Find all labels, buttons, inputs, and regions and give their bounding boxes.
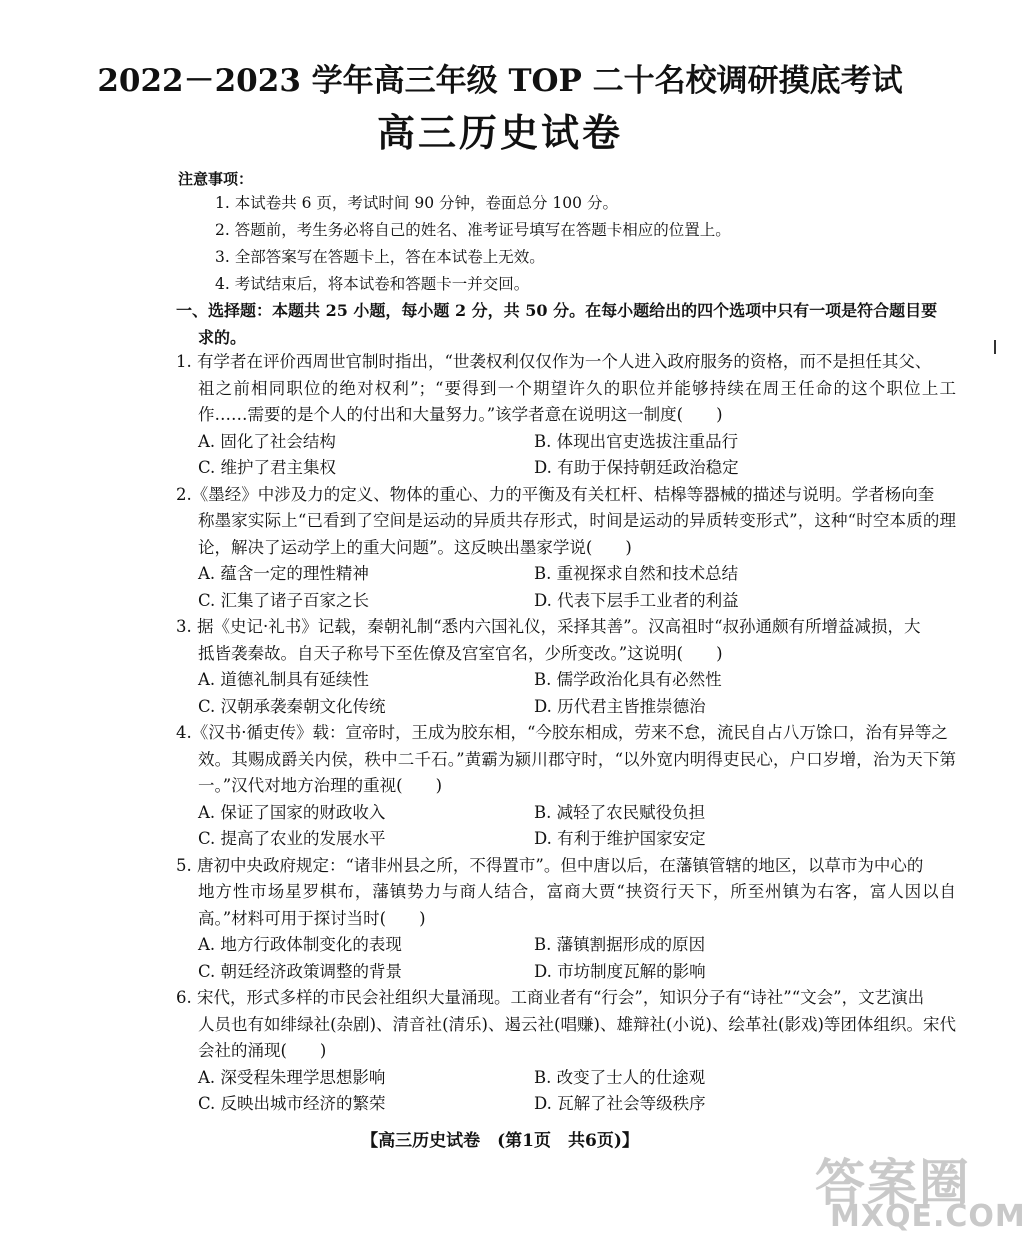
exam-subject-title: 高三历史试卷 xyxy=(376,110,623,155)
option-c: C. 反映出城市经济的繁荣 xyxy=(198,1094,386,1113)
question-stem-continuation: 地方性市场星罗棋布，藩镇势力与商人结合，富商大贾“挟资行天下，所至州镇为右客，富人因以自高。”材料可用于探讨当时( ) xyxy=(198,882,956,928)
question-stem xyxy=(176,614,956,667)
option-b: B. 重视探求自然和技术总结 xyxy=(534,564,739,583)
exam-title: 2022－2023 学年高三年级 TOP 二十名校调研摸底考试 xyxy=(97,63,903,99)
question xyxy=(176,853,956,986)
option-d: D. 有利于维护国家安定 xyxy=(534,829,706,848)
question-stem xyxy=(176,720,956,800)
option-a: A. 蕴含一定的理性精神 xyxy=(198,564,369,583)
option-d: D. 有助于保持朝廷政治稳定 xyxy=(534,458,739,477)
question-stem-first-line: 5. 唐初中央政府规定：“诸非州县之所，不得置市”。但中唐以后，在藩镇管辖的地区，以草市为中心的 xyxy=(176,855,924,875)
notes-block xyxy=(178,168,978,298)
option-b: B. 体现出官吏选拔注重品行 xyxy=(534,431,739,451)
option-c: C. 汇集了诸子百家之长 xyxy=(198,590,370,610)
notes-heading: 注意事项： xyxy=(178,170,254,188)
question-stem-first-line: 1. 有学者在评价西周世官制时指出，“世袭权利仅仅作为一个人进入政府服务的资格，而不是担任其父、 xyxy=(176,352,932,371)
question-options xyxy=(176,561,956,614)
question xyxy=(176,985,956,1118)
question-stem-first-line: 2.《墨经》中涉及力的定义、物体的重心、力的平衡及有关杠杆、桔槔等器械的描述与说明。学者杨向奎 xyxy=(176,484,935,504)
option-a: A. 固化了社会结构 xyxy=(198,431,336,451)
watermark-logo-text: 答案圈 xyxy=(815,1154,971,1212)
option-d: D. 市坊制度瓦解的影响 xyxy=(534,961,706,981)
question xyxy=(176,614,956,720)
question-options xyxy=(176,667,956,720)
option-a: A. 道德礼制具有延续性 xyxy=(198,670,369,689)
option-c: C. 朝廷经济政策调整的背景 xyxy=(198,961,403,981)
question-stem-first-line: 6. 宋代，形式多样的市民会社组织大量涌现。工商业者有“行会”，知识分子有“诗社”“文会”，文艺演出 xyxy=(176,988,925,1007)
notes-item: 3. 全部答案写在答题卡上，答在本试卷上无效。 xyxy=(215,248,545,266)
question xyxy=(176,482,956,615)
option-c: C. 提高了农业的发展水平 xyxy=(198,829,386,848)
section-heading-line: 一、选择题：本题共 25 小题，每小题 2 分，共 50 分。在每小题给出的四个选项中只有一项是符合题目要 xyxy=(176,301,938,320)
question-options xyxy=(176,429,956,482)
question-stem xyxy=(176,349,956,429)
option-c: C. 汉朝承袭秦朝文化传统 xyxy=(198,696,386,716)
page-footer: 【高三历史试卷 (第1页 共6页)】 xyxy=(361,1131,639,1151)
scan-edge-mark xyxy=(994,340,996,354)
question-list xyxy=(176,349,956,1118)
section-heading-line: 求的。 xyxy=(198,328,247,347)
option-b: B. 藩镇割据形成的原因 xyxy=(534,935,706,954)
question-stem-continuation: 效。其赐成爵关内侯，秩中二千石。”黄霸为颍川郡守时，“以外宽内明得吏民心，户口岁增，治为天下第一。”汉代对地方治理的重视( ) xyxy=(198,749,956,795)
option-a: A. 深受程朱理学思想影响 xyxy=(198,1067,386,1087)
question-stem xyxy=(176,482,956,562)
question-stem-continuation: 人员也有如绯绿社(杂剧)、清音社(清乐)、遏云社(唱赚)、雄辩社(小说)、绘革社(影戏)等团体组织。宋代会社的涌现( ) xyxy=(198,1014,956,1060)
option-a: A. 保证了国家的财政收入 xyxy=(198,802,386,822)
section-heading xyxy=(176,297,956,351)
question-options xyxy=(176,1065,956,1118)
option-d: D. 代表下层手工业者的利益 xyxy=(534,590,739,610)
option-c: C. 维护了君主集权 xyxy=(198,458,337,477)
question-stem xyxy=(176,853,956,933)
question-stem-continuation: 抵皆袭秦故。自天子称号下至佐僚及宫室官名，少所变改。”这说明( ) xyxy=(198,643,723,663)
question xyxy=(176,720,956,853)
notes-item: 4. 考试结束后，将本试卷和答题卡一并交回。 xyxy=(215,275,530,293)
notes-item: 2. 答题前，考生务必将自己的姓名、准考证号填写在答题卡相应的位置上。 xyxy=(215,221,731,239)
option-d: D. 历代君主皆推崇德治 xyxy=(534,696,706,716)
notes-item: 1. 本试卷共 6 页，考试时间 90 分钟，卷面总分 100 分。 xyxy=(215,194,618,212)
question-stem-first-line: 3. 据《史记·礼书》记载，秦朝礼制“悉内六国礼仪，采择其善”。汉高祖时“叔孙通颇有所增益减损，大 xyxy=(176,617,921,636)
question xyxy=(176,349,956,482)
watermark-url: MXQE.COM xyxy=(830,1199,1026,1234)
option-b: B. 改变了士人的仕途观 xyxy=(534,1067,706,1087)
question-stem-continuation: 祖之前相同职位的绝对权利”；“要得到一个期望许久的职位并能够持续在周王任命的这个职位上工作……需要的是个人的付出和大量努力。”该学者意在说明这一制度( ) xyxy=(198,378,956,424)
question-options xyxy=(176,800,956,853)
question-stem xyxy=(176,985,956,1065)
option-a: A. 地方行政体制变化的表现 xyxy=(198,935,402,954)
option-d: D. 瓦解了社会等级秩序 xyxy=(534,1094,706,1113)
question-stem-continuation: 称墨家实际上“已看到了空间是运动的异质共存形式，时间是运动的异质转变形式”，这种“时空本质的理论，解决了运动学上的重大问题”。这反映出墨家学说( ) xyxy=(198,511,956,557)
question-options xyxy=(176,932,956,985)
option-b: B. 减轻了农民赋役负担 xyxy=(534,802,706,822)
option-b: B. 儒学政治化具有必然性 xyxy=(534,670,722,689)
question-stem-first-line: 4.《汉书·循吏传》载：宣帝时，王成为胶东相，“今胶东相成，劳来不怠，流民自占八万馀口，治有异等之 xyxy=(176,723,948,742)
